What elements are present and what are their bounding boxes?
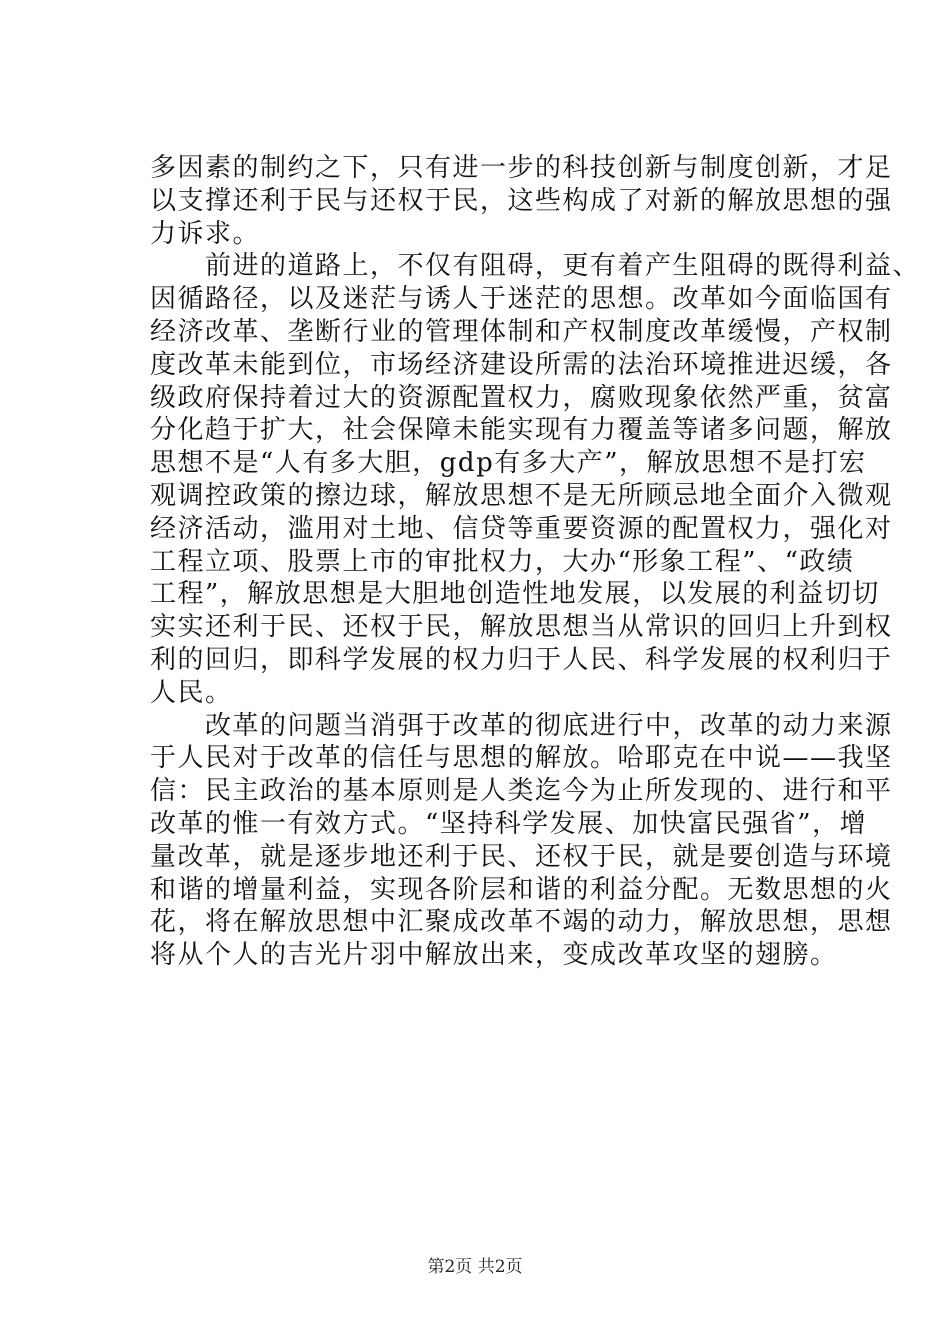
text-line: 度改革未能到位，市场经济建设所需的法治环境推进迟缓，各 [150,349,893,380]
text-line: 经济改革、垄断行业的管理体制和产权制度改革缓慢，产权制 [150,316,893,347]
paragraph-1 [150,152,893,250]
text-line: 级政府保持着过大的资源配置权力，腐败现象依然严重，贫富 [150,382,893,413]
paragraph-2 [150,250,921,709]
text-line: 于人民对于改革的信任与思想的解放。哈耶克在中说——我坚 [150,743,893,774]
text-line: 工程”，解放思想是大胆地创造性地发展，以发展的利益切切 [150,579,880,610]
text-line: 力诉求。 [150,218,261,249]
text-line: 经济活动，滥用对土地、信贷等重要资源的配置权力，强化对 [150,513,893,544]
text-line: 因循路径，以及迷茫与诱人于迷茫的思想。改革如今面临国有 [150,284,893,315]
text-line: 信：民主政治的基本原则是人类迄今为止所发现的、进行和平 [150,776,893,807]
text-line: 前进的道路上，不仅有阻碍，更有着产生阻碍的既得利益、 [150,251,921,282]
text-line: 分化趋于扩大，社会保障未能实现有力覆盖等诸多问题，解放 [150,415,893,446]
page-number: 第2页 共2页 [427,1257,523,1277]
text-line: 多因素的制约之下，只有进一步的科技创新与制度创新，才足 [150,153,893,183]
text-line: 花，将在解放思想中汇聚成改革不竭的动力，解放思想，思想 [150,907,893,938]
text-line: 以支撑还利于民与还权于民，这些构成了对新的解放思想的强 [150,185,893,216]
text-line: 工程立项、股票上市的审批权力，大办“形象工程”、“政绩 [150,546,855,577]
paragraph-3 [150,710,893,972]
text-line: 和谐的增量利益，实现各阶层和谐的利益分配。无数思想的火 [150,874,893,905]
text-line: 思想不是“人有多大胆，gdp有多大产”，解放思想不是打宏 [150,448,867,479]
text-line: 利的回归，即科学发展的权力归于人民、科学发展的权利归于 [150,644,893,675]
text-line: 人民。 [150,677,233,708]
text-line: 量改革，就是逐步地还利于民、还权于民，就是要创造与环境 [150,841,893,872]
page-footer [0,1252,950,1277]
text-line: 改革的惟一有效方式。“坚持科学发展、加快富民强省”，增 [150,808,868,839]
document-body [150,152,921,972]
text-line: 将从个人的吉光片羽中解放出来，变成改革攻坚的翅膀。 [150,940,838,971]
text-line: 实实还利于民、还权于民，解放思想当从常识的回归上升到权 [150,612,893,643]
text-line: 改革的问题当消弭于改革的彻底进行中，改革的动力来源 [150,710,893,741]
text-line: 观调控政策的擦边球，解放思想不是无所顾忌地全面介入微观 [150,480,893,511]
